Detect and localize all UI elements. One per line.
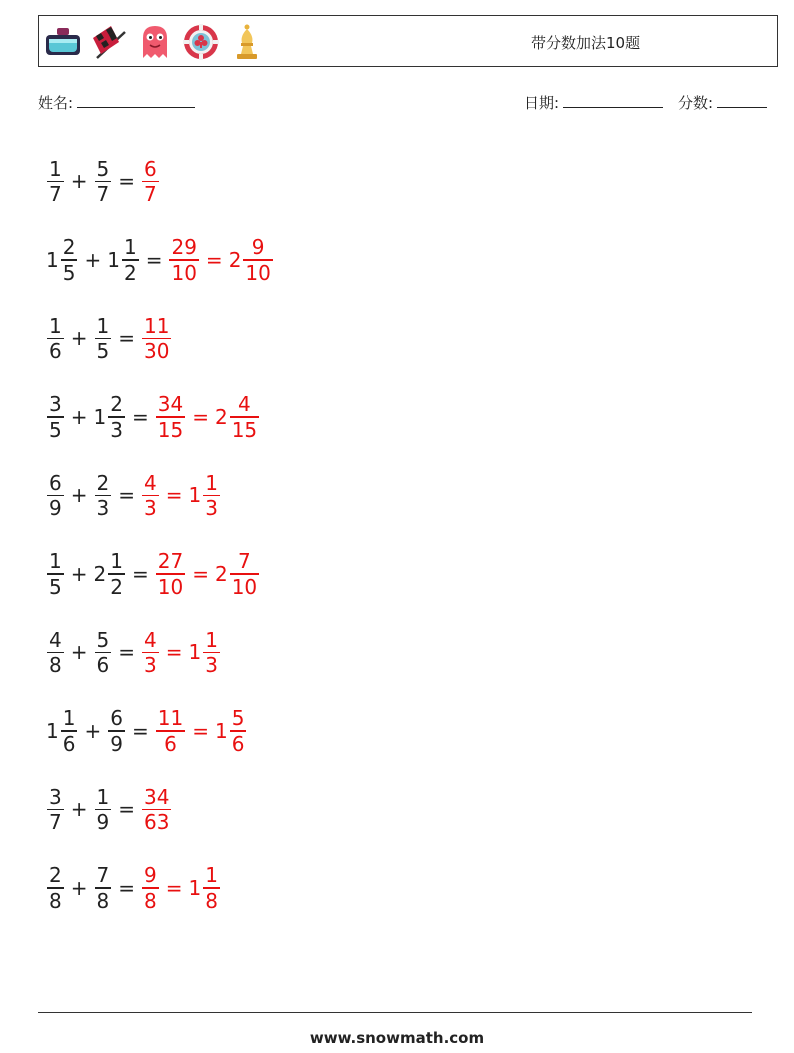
answer-fraction [169, 235, 198, 285]
numerator: 1 [96, 784, 110, 809]
addend-b-fraction [95, 785, 112, 835]
name-blank[interactable] [77, 93, 195, 108]
name-label: 姓名: [38, 94, 74, 112]
numerator: 3 [49, 392, 62, 416]
equals-sign: = [131, 561, 149, 586]
addend-b-whole: 1 [107, 247, 120, 272]
numerator: 1 [49, 156, 62, 181]
numerator: 5 [96, 156, 110, 181]
addend-b-fraction [95, 157, 112, 207]
denominator: 10 [171, 260, 197, 285]
answer-fraction [142, 471, 159, 521]
numerator: 1 [49, 549, 62, 573]
addend-b-fraction [108, 706, 125, 756]
denominator: 8 [49, 653, 62, 677]
problem-row [46, 299, 274, 378]
denominator: 8 [96, 888, 110, 913]
denominator: 5 [96, 339, 110, 363]
problem-row [46, 221, 274, 300]
answer-mixed-whole: 1 [214, 718, 228, 743]
addend-b-fraction [95, 628, 112, 678]
plus-sign: + [84, 247, 102, 272]
equals-sign: = [165, 640, 183, 665]
equals-sign: = [192, 561, 209, 586]
denominator: 15 [157, 417, 184, 442]
addend-b-fraction [108, 392, 125, 442]
numerator: 6 [49, 470, 62, 495]
answer-fraction [156, 392, 185, 442]
answer [168, 235, 273, 285]
numerator: 1 [205, 627, 218, 652]
addend-a-fraction [47, 471, 64, 521]
numerator: 34 [144, 784, 170, 809]
denominator: 3 [205, 653, 218, 677]
answer-mixed-fraction [203, 863, 220, 913]
denominator: 3 [144, 496, 157, 520]
equals-sign: = [118, 640, 135, 665]
answer-mixed-whole: 1 [188, 640, 202, 665]
addend-a-fraction [47, 785, 64, 835]
numerator: 11 [144, 313, 170, 338]
name-field [38, 92, 195, 113]
answer-mixed-whole: 2 [214, 404, 228, 429]
addend-b-fraction [95, 471, 112, 521]
denominator: 6 [96, 653, 110, 677]
plus-sign: + [70, 561, 88, 586]
header-box [38, 15, 778, 67]
date-blank[interactable] [563, 93, 663, 108]
plus-sign: + [70, 875, 88, 900]
plus-sign: + [70, 169, 88, 194]
addend-b-fraction [95, 314, 112, 364]
plus-sign: + [70, 483, 88, 508]
equals-sign: = [118, 483, 135, 508]
equals-sign: = [118, 169, 135, 194]
answer-mixed-whole: 2 [228, 247, 242, 272]
numerator: 6 [110, 706, 123, 730]
denominator: 8 [49, 888, 62, 913]
plus-sign: + [70, 640, 88, 665]
problem-row [46, 142, 274, 221]
problem-row [46, 692, 274, 771]
numerator: 29 [171, 235, 197, 259]
addend-a-whole: 1 [46, 718, 59, 743]
answer-mixed-fraction [230, 392, 259, 442]
numerator: 2 [110, 392, 123, 416]
equals-sign: = [205, 247, 223, 272]
chess-bishop-icon [227, 22, 267, 62]
date-label: 日期: [524, 94, 560, 112]
answer-mixed-fraction [230, 549, 259, 599]
addend-b-whole: 1 [93, 404, 107, 429]
header-icons [43, 22, 267, 62]
footer-url: www.snowmath.com [309, 1029, 485, 1047]
numerator: 4 [144, 470, 157, 495]
denominator: 5 [62, 260, 76, 285]
answer-fraction [142, 785, 171, 835]
answer [155, 549, 260, 599]
denominator: 2 [123, 260, 137, 285]
score-field [678, 92, 767, 113]
addend-a-fraction [47, 392, 64, 442]
answer-fraction [142, 314, 171, 364]
date-field [524, 92, 663, 113]
numerator: 1 [123, 235, 137, 259]
denominator: 3 [144, 653, 157, 677]
checkered-flag-icon [89, 22, 129, 62]
denominator: 7 [144, 182, 157, 206]
answer-mixed-fraction [230, 706, 247, 756]
numerator: 27 [157, 549, 184, 573]
answer [155, 392, 260, 442]
denominator: 7 [96, 182, 110, 206]
answer-fraction [142, 628, 159, 678]
denominator: 3 [110, 417, 123, 442]
numerator: 1 [62, 706, 76, 730]
denominator: 10 [231, 574, 258, 599]
ghost-icon [135, 22, 175, 62]
problem-row [46, 849, 274, 928]
answer-mixed-fraction [203, 628, 220, 678]
denominator: 9 [96, 810, 110, 834]
numerator: 1 [110, 549, 123, 573]
numerator: 1 [205, 470, 218, 495]
vr-headset-icon [43, 22, 83, 62]
equals-sign: = [165, 483, 183, 508]
equals-sign: = [192, 404, 209, 429]
numerator: 9 [144, 863, 157, 887]
numerator: 9 [251, 235, 265, 259]
equals-sign: = [131, 404, 149, 429]
worksheet-title: 带分数加法10题 [531, 34, 641, 52]
answer-mixed-fraction [203, 471, 220, 521]
denominator: 3 [96, 496, 110, 520]
equals-sign: = [118, 797, 135, 822]
denominator: 2 [110, 574, 123, 599]
denominator: 8 [144, 888, 157, 913]
addend-a-fraction [61, 235, 78, 285]
addend-a-whole: 1 [46, 247, 59, 272]
problem-row [46, 378, 274, 457]
plus-sign: + [84, 718, 102, 743]
numerator: 3 [49, 784, 62, 809]
answer [141, 157, 160, 207]
denominator: 5 [49, 417, 62, 442]
addend-a-fraction [61, 706, 78, 756]
answer-mixed-whole: 1 [188, 483, 202, 508]
equals-sign: = [118, 875, 135, 900]
numerator: 11 [157, 706, 184, 730]
answer-mixed-whole: 1 [188, 875, 202, 900]
addend-b-whole: 2 [93, 561, 107, 586]
answer [141, 785, 172, 835]
denominator: 6 [164, 731, 177, 756]
denominator: 9 [49, 496, 62, 520]
denominator: 7 [49, 810, 62, 834]
answer-mixed-whole: 2 [214, 561, 228, 586]
addend-b-fraction [122, 235, 139, 285]
equals-sign: = [131, 718, 149, 743]
denominator: 15 [231, 417, 258, 442]
denominator: 10 [157, 574, 184, 599]
answer-fraction [156, 549, 185, 599]
numerator: 4 [238, 392, 251, 416]
plus-sign: + [70, 797, 88, 822]
answer [141, 863, 221, 913]
poker-chip-icon [181, 22, 221, 62]
addend-a-fraction [47, 157, 64, 207]
equals-sign: = [192, 718, 209, 743]
denominator: 7 [49, 182, 62, 206]
numerator: 5 [231, 706, 245, 730]
answer [141, 471, 221, 521]
numerator: 1 [96, 313, 110, 338]
problem-row [46, 535, 274, 614]
problem-row [46, 770, 274, 849]
problem-row [46, 613, 274, 692]
addend-a-fraction [47, 314, 64, 364]
numerator: 6 [144, 156, 157, 181]
equals-sign: = [145, 247, 163, 272]
denominator: 30 [144, 339, 170, 363]
answer [141, 628, 221, 678]
problem-row [46, 456, 274, 535]
numerator: 4 [144, 627, 157, 652]
answer-mixed-fraction [243, 235, 272, 285]
denominator: 9 [110, 731, 123, 756]
denominator: 6 [49, 339, 62, 363]
numerator: 4 [49, 627, 62, 652]
numerator: 2 [96, 470, 110, 495]
score-blank[interactable] [717, 93, 767, 108]
numerator: 5 [96, 627, 110, 652]
addend-b-fraction [108, 549, 125, 599]
numerator: 1 [49, 313, 62, 338]
footer-divider [38, 1012, 752, 1013]
answer-fraction [156, 706, 185, 756]
denominator: 10 [245, 260, 271, 285]
answer [141, 314, 172, 364]
plus-sign: + [70, 404, 88, 429]
plus-sign: + [70, 326, 88, 351]
addend-a-fraction [47, 549, 64, 599]
denominator: 6 [62, 731, 76, 756]
equals-sign: = [165, 875, 183, 900]
addend-a-fraction [47, 863, 64, 913]
denominator: 3 [205, 496, 218, 520]
denominator: 8 [205, 888, 218, 913]
denominator: 63 [144, 810, 170, 834]
answer-fraction [142, 157, 159, 207]
numerator: 2 [62, 235, 76, 259]
numerator: 7 [96, 863, 110, 887]
answer-fraction [142, 863, 159, 913]
numerator: 7 [238, 549, 251, 573]
numerator: 34 [157, 392, 184, 416]
addend-a-fraction [47, 628, 64, 678]
answer [155, 706, 248, 756]
problem-list [46, 142, 274, 927]
numerator: 2 [49, 863, 62, 887]
equals-sign: = [118, 326, 135, 351]
numerator: 1 [205, 863, 218, 887]
denominator: 5 [49, 574, 62, 599]
denominator: 6 [231, 731, 245, 756]
addend-b-fraction [95, 863, 112, 913]
score-label: 分数: [678, 94, 714, 112]
